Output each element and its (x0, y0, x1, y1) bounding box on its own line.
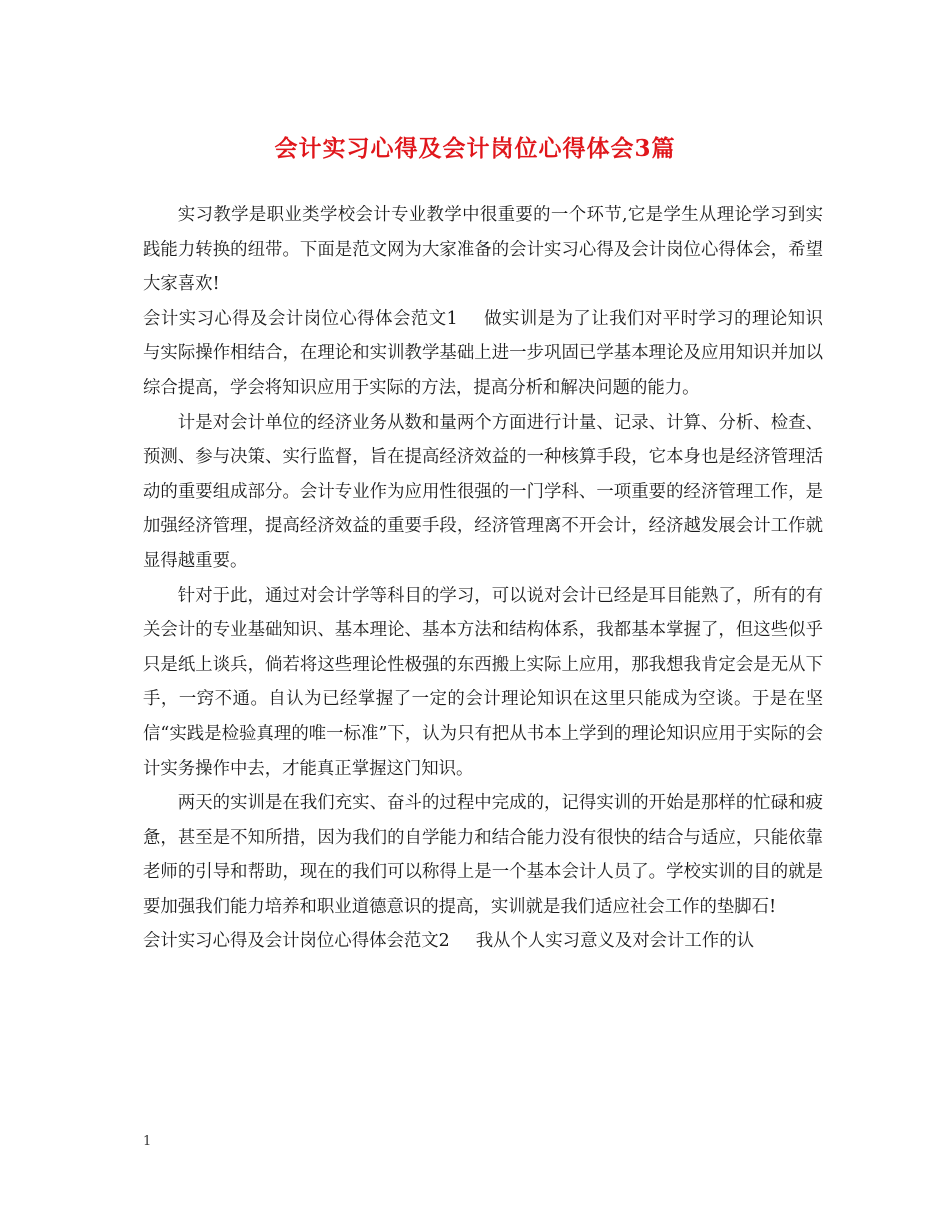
document-body (143, 198, 823, 959)
section-2-heading: 会计实习心得及会计岗位心得体会范文2 (143, 931, 450, 952)
section-1-lead-text: 做实训是为了让我们对平时学习的理论知识与实际操作相结合，在理论和实训教学基础上进一步巩固已学基本理论及应用知识并加以综合提高，学会将知识应用于实际的方法，提高分析和解决问题的能力。 (143, 308, 823, 398)
section-2-paragraph (143, 924, 823, 959)
page-number: 1 (143, 1134, 152, 1149)
paragraph-training-experience: 两天的实训是在我们充实、奋斗的过程中完成的，记得实训的开始是那样的忙碌和疲惫，甚至是不知所措，因为我们的自学能力和结合能力没有很快的结合与适应，只能依靠老师的引导和帮助，现在的我们可以称得上是一个基本会计人员了。学校实训的目的就是要加强我们能力培养和职业道德意识的提高，实训就是我们适应社会工作的垫脚石! (143, 793, 823, 917)
paragraph-accounting-definition: 计是对会计单位的经济业务从数和量两个方面进行计量、记录、计算、分析、检查、预测、参与决策、实行监督，旨在提高经济效益的一种核算手段，它本身也是经济管理活动的重要组成部分。会计专业作为应用性很强的一门学科、一项重要的经济管理工作，是加强经济管理，提高经济效益的重要手段，经济管理离不开会计，经济越发展会计工作就显得越重要。 (143, 412, 823, 571)
intro-paragraph: 实习教学是职业类学校会计专业教学中很重要的一个环节,它是学生从理论学习到实践能力转换的纽带。下面是范文网为大家准备的会计实习心得及会计岗位心得体会，希望大家喜欢! (143, 205, 823, 295)
paragraph-theory-practice: 针对于此，通过对会计学等科目的学习，可以说对会计已经是耳目能熟了，所有的有关会计的专业基础知识、基本理论、基本方法和结构体系，我都基本掌握了，但这些似乎只是纸上谈兵，倘若将这些理论性极强的东西搬上实际上应用，那我想我肯定会是无从下手，一窍不通。自认为已经掌握了一定的会计理论知识在这里只能成为空谈。于是在坚信“实践是检验真理的唯一标准”下，认为只有把从书本上学到的理论知识应用于实际的会计实务操作中去，才能真正掌握这门知识。 (143, 585, 823, 779)
document-title: 会计实习心得及会计岗位心得体会3篇 (274, 135, 676, 162)
section-2-lead-text: 我从个人实习意义及对会计工作的认 (475, 931, 754, 952)
section-1-paragraph (143, 302, 823, 406)
section-1-heading: 会计实习心得及会计岗位心得体会范文1 (143, 308, 458, 329)
